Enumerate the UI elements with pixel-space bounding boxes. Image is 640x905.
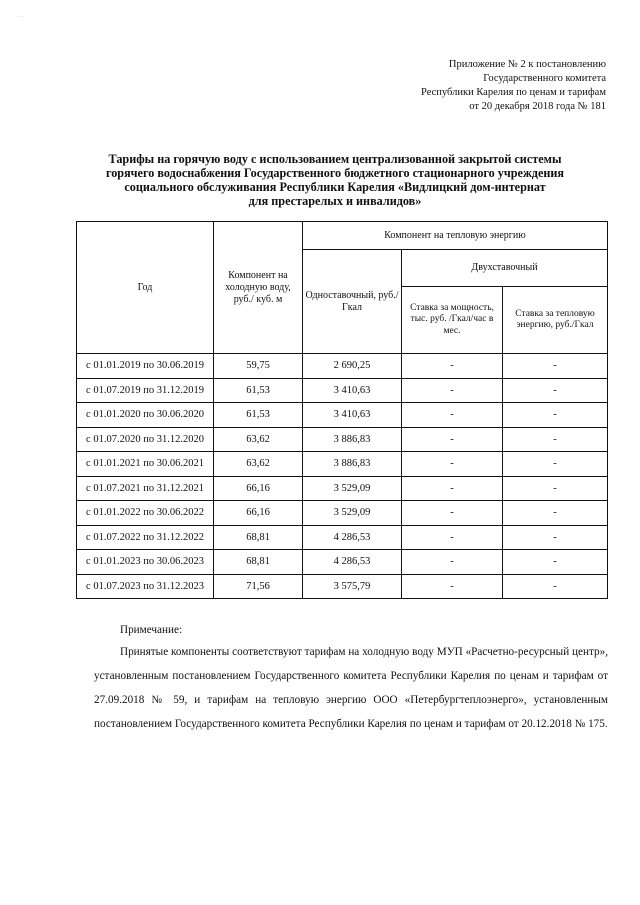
title-line: для престарелых и инвалидов» bbox=[248, 194, 422, 208]
cell-capacity-rate: - bbox=[402, 427, 503, 452]
cell-single-rate: 3 410,63 bbox=[303, 403, 402, 428]
cell-single-rate: 4 286,53 bbox=[303, 525, 402, 550]
cell-period: с 01.07.2019 по 31.12.2019 bbox=[77, 378, 214, 403]
cell-energy-rate: - bbox=[503, 476, 608, 501]
header-year: Год bbox=[77, 222, 214, 354]
cell-capacity-rate: - bbox=[402, 403, 503, 428]
title-line: Тарифы на горячую воду с использованием централизованной закрытой системы bbox=[108, 152, 562, 166]
cell-cold-water: 68,81 bbox=[214, 525, 303, 550]
note-text: Принятые компоненты соответствуют тарифам на холодную воду МУП «Расчетно-ресурсный центр», установленным постановлением Государственного комитета Республики Карелия по ценам и тарифам от 27.09.2018 № 59, и тарифам на тепловую энергию ООО «Петербургтеплоэнерго», установленным постановлением Государственного комитета Республики Карелия по ценам и тарифам от 20.12.2018 № 175. bbox=[94, 646, 608, 730]
cell-period: с 01.07.2022 по 31.12.2022 bbox=[77, 525, 214, 550]
tariff-table bbox=[76, 221, 608, 599]
table-row bbox=[77, 378, 608, 403]
table-row bbox=[77, 452, 608, 477]
cell-energy-rate: - bbox=[503, 354, 608, 379]
cell-capacity-rate: - bbox=[402, 574, 503, 599]
cell-energy-rate: - bbox=[503, 452, 608, 477]
cell-capacity-rate: - bbox=[402, 501, 503, 526]
cell-energy-rate: - bbox=[503, 525, 608, 550]
cell-period: с 01.01.2019 по 30.06.2019 bbox=[77, 354, 214, 379]
cell-energy-rate: - bbox=[503, 550, 608, 575]
title-line: горячего водоснабжения Государственного бюджетного стационарного учреждения bbox=[105, 166, 564, 180]
cell-single-rate: 3 886,83 bbox=[303, 452, 402, 477]
cell-period: с 01.01.2021 по 30.06.2021 bbox=[77, 452, 214, 477]
cell-period: с 01.01.2023 по 30.06.2023 bbox=[77, 550, 214, 575]
cell-cold-water: 68,81 bbox=[214, 550, 303, 575]
header-energy-rate: Ставка за тепловую энергию, руб./Гкал bbox=[503, 287, 608, 354]
header-cold-water: Компонент на холодную воду, руб./ куб. м bbox=[214, 222, 303, 354]
note-title: Примечание: bbox=[120, 624, 183, 636]
cell-single-rate: 2 690,25 bbox=[303, 354, 402, 379]
annex-reference bbox=[421, 58, 606, 114]
cell-period: с 01.07.2020 по 31.12.2020 bbox=[77, 427, 214, 452]
table-row bbox=[77, 476, 608, 501]
table-row bbox=[77, 403, 608, 428]
cell-energy-rate: - bbox=[503, 574, 608, 599]
cell-single-rate: 4 286,53 bbox=[303, 550, 402, 575]
cell-cold-water: 61,53 bbox=[214, 403, 303, 428]
cell-single-rate: 3 575,79 bbox=[303, 574, 402, 599]
cell-energy-rate: - bbox=[503, 378, 608, 403]
cell-cold-water: 63,62 bbox=[214, 452, 303, 477]
cell-cold-water: 66,16 bbox=[214, 476, 303, 501]
cell-single-rate: 3 529,09 bbox=[303, 501, 402, 526]
header-single-rate: Одноставочный, руб./Гкал bbox=[303, 250, 402, 354]
cell-energy-rate: - bbox=[503, 403, 608, 428]
annex-line: Республики Карелия по ценам и тарифам bbox=[421, 87, 606, 98]
table-row bbox=[77, 501, 608, 526]
cell-period: с 01.07.2023 по 31.12.2023 bbox=[77, 574, 214, 599]
table-row bbox=[77, 427, 608, 452]
annex-line: от 20 декабря 2018 года № 181 bbox=[469, 101, 606, 112]
cell-capacity-rate: - bbox=[402, 354, 503, 379]
cell-capacity-rate: - bbox=[402, 550, 503, 575]
header-two-rate: Двухставочный bbox=[402, 250, 608, 287]
scan-mark: · · bbox=[18, 14, 24, 20]
cell-single-rate: 3 410,63 bbox=[303, 378, 402, 403]
cell-capacity-rate: - bbox=[402, 378, 503, 403]
table-row bbox=[77, 354, 608, 379]
cell-energy-rate: - bbox=[503, 501, 608, 526]
annex-line: Государственного комитета bbox=[483, 73, 606, 84]
cell-period: с 01.07.2021 по 31.12.2021 bbox=[77, 476, 214, 501]
cell-period: с 01.01.2020 по 30.06.2020 bbox=[77, 403, 214, 428]
cell-cold-water: 61,53 bbox=[214, 378, 303, 403]
cell-cold-water: 71,56 bbox=[214, 574, 303, 599]
cell-cold-water: 66,16 bbox=[214, 501, 303, 526]
table-row bbox=[77, 574, 608, 599]
table-row bbox=[77, 525, 608, 550]
cell-energy-rate: - bbox=[503, 427, 608, 452]
cell-capacity-rate: - bbox=[402, 525, 503, 550]
annex-line: Приложение № 2 к постановлению bbox=[448, 59, 606, 70]
header-capacity-rate: Ставка за мощность, тыс. руб. /Гкал/час в мес. bbox=[402, 287, 503, 354]
cell-capacity-rate: - bbox=[402, 476, 503, 501]
cell-cold-water: 63,62 bbox=[214, 427, 303, 452]
header-thermal-energy: Компонент на тепловую энергию bbox=[303, 222, 608, 250]
cell-single-rate: 3 529,09 bbox=[303, 476, 402, 501]
cell-single-rate: 3 886,83 bbox=[303, 427, 402, 452]
title-line: социального обслуживания Республики Карелия «Видлицкий дом-интернат bbox=[124, 180, 546, 194]
table-row bbox=[77, 550, 608, 575]
document-title bbox=[60, 152, 610, 208]
cell-period: с 01.01.2022 по 30.06.2022 bbox=[77, 501, 214, 526]
cell-capacity-rate: - bbox=[402, 452, 503, 477]
cell-cold-water: 59,75 bbox=[214, 354, 303, 379]
notes-section bbox=[94, 622, 608, 736]
